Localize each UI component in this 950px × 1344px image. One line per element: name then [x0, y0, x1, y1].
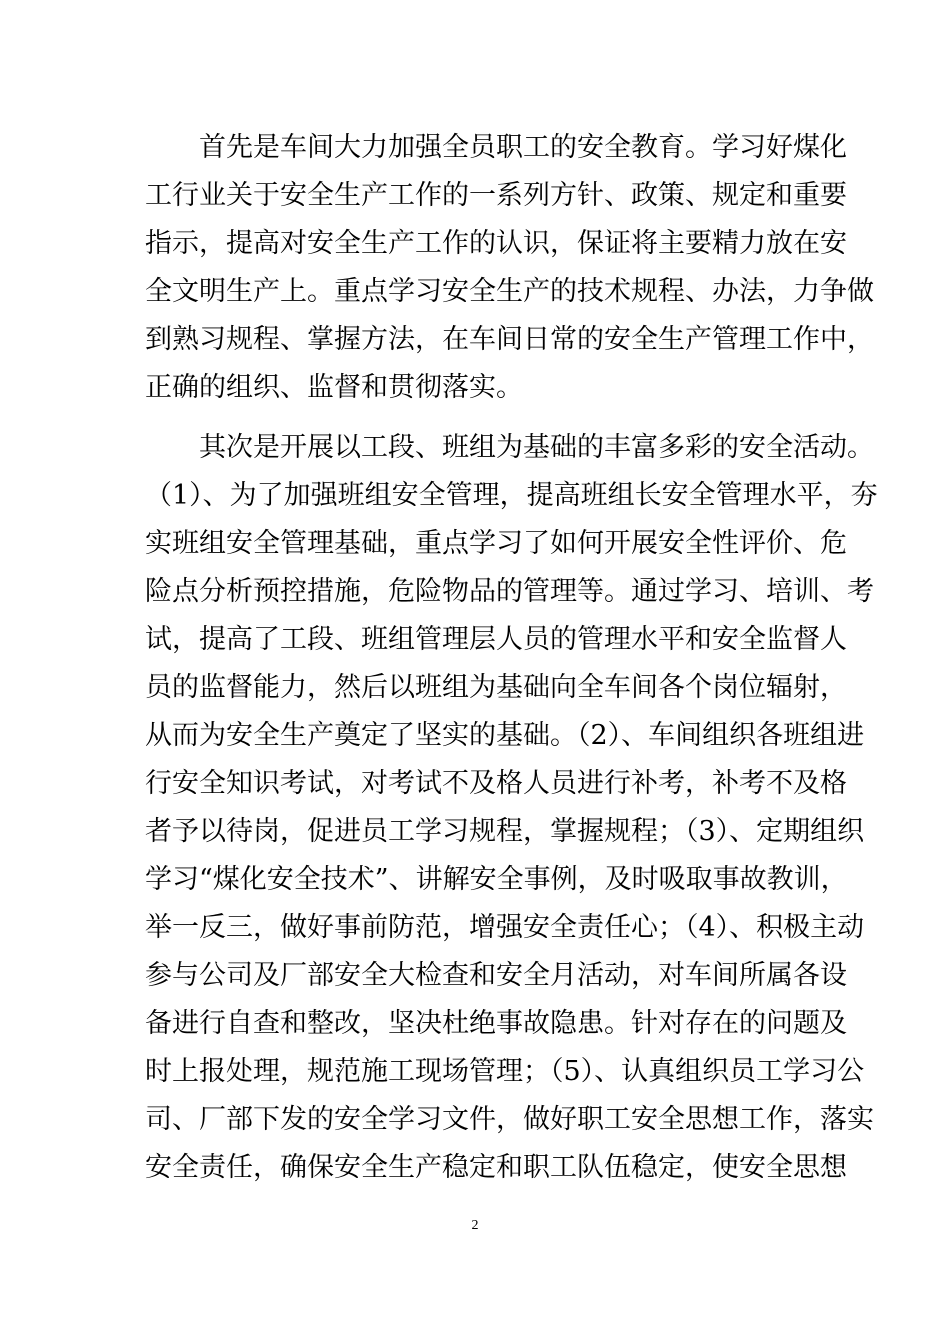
paragraph-2-line-14: 时上报处理，规范施工现场管理；（5）、认真组织员工学习公: [145, 1056, 865, 1087]
page-number: 2: [471, 1218, 479, 1233]
paragraph-2-line-8: 行安全知识考试，对考试不及格人员进行补考，补考不及格: [145, 768, 847, 799]
paragraph-2-line-2: （1）、为了加强班组安全管理，提高班组长安全管理水平，夯: [145, 480, 878, 511]
paragraph-2-line-11: 举一反三，做好事前防范，增强安全责任心；（4）、积极主动: [145, 912, 865, 943]
paragraph-1-line-5: 到熟习规程、掌握方法，在车间日常的安全生产管理工作中，: [145, 324, 874, 355]
paragraph-2-line-9: 者予以待岗，促进员工学习规程，掌握规程；（3）、定期组织: [145, 816, 865, 847]
paragraph-2-line-10: 学习“煤化安全技术”、讲解安全事例，及时吸取事故教训，: [145, 864, 848, 895]
paragraph-1-line-6: 正确的组织、监督和贯彻落实。: [145, 372, 523, 403]
paragraph-2-line-6: 员的监督能力，然后以班组为基础向全车间各个岗位辐射，: [145, 672, 847, 703]
paragraph-2-line-12: 参与公司及厂部安全大检查和安全月活动，对车间所属各设: [145, 960, 847, 991]
paragraph-2-line-5: 试，提高了工段、班组管理层人员的管理水平和安全监督人: [145, 624, 847, 655]
paragraph-1-line-3: 指示，提高对安全生产工作的认识，保证将主要精力放在安: [145, 228, 847, 259]
paragraph-2-line-4: 险点分析预控措施，危险物品的管理等。通过学习、培训、考: [145, 576, 874, 607]
paragraph-2-line-7: 从而为安全生产奠定了坚实的基础。（2）、车间组织各班组进: [145, 720, 865, 751]
paragraph-1-line-2: 工行业关于安全生产工作的一系列方针、政策、规定和重要: [145, 180, 847, 211]
paragraph-1-line-4: 全文明生产上。重点学习安全生产的技术规程、办法，力争做: [145, 276, 874, 307]
paragraph-1-line-1: 首先是车间大力加强全员职工的安全教育。学习好煤化: [199, 132, 847, 163]
paragraph-2-line-13: 备进行自查和整改，坚决杜绝事故隐患。针对存在的问题及: [145, 1008, 847, 1039]
paragraph-2-line-3: 实班组安全管理基础，重点学习了如何开展安全性评价、危: [145, 528, 847, 559]
paragraph-2-line-16: 安全责任，确保安全生产稳定和职工队伍稳定，使安全思想: [145, 1152, 847, 1183]
paragraph-2-line-1: 其次是开展以工段、班组为基础的丰富多彩的安全活动。: [199, 432, 874, 463]
paragraph-2-line-15: 司、厂部下发的安全学习文件，做好职工安全思想工作，落实: [145, 1104, 874, 1135]
